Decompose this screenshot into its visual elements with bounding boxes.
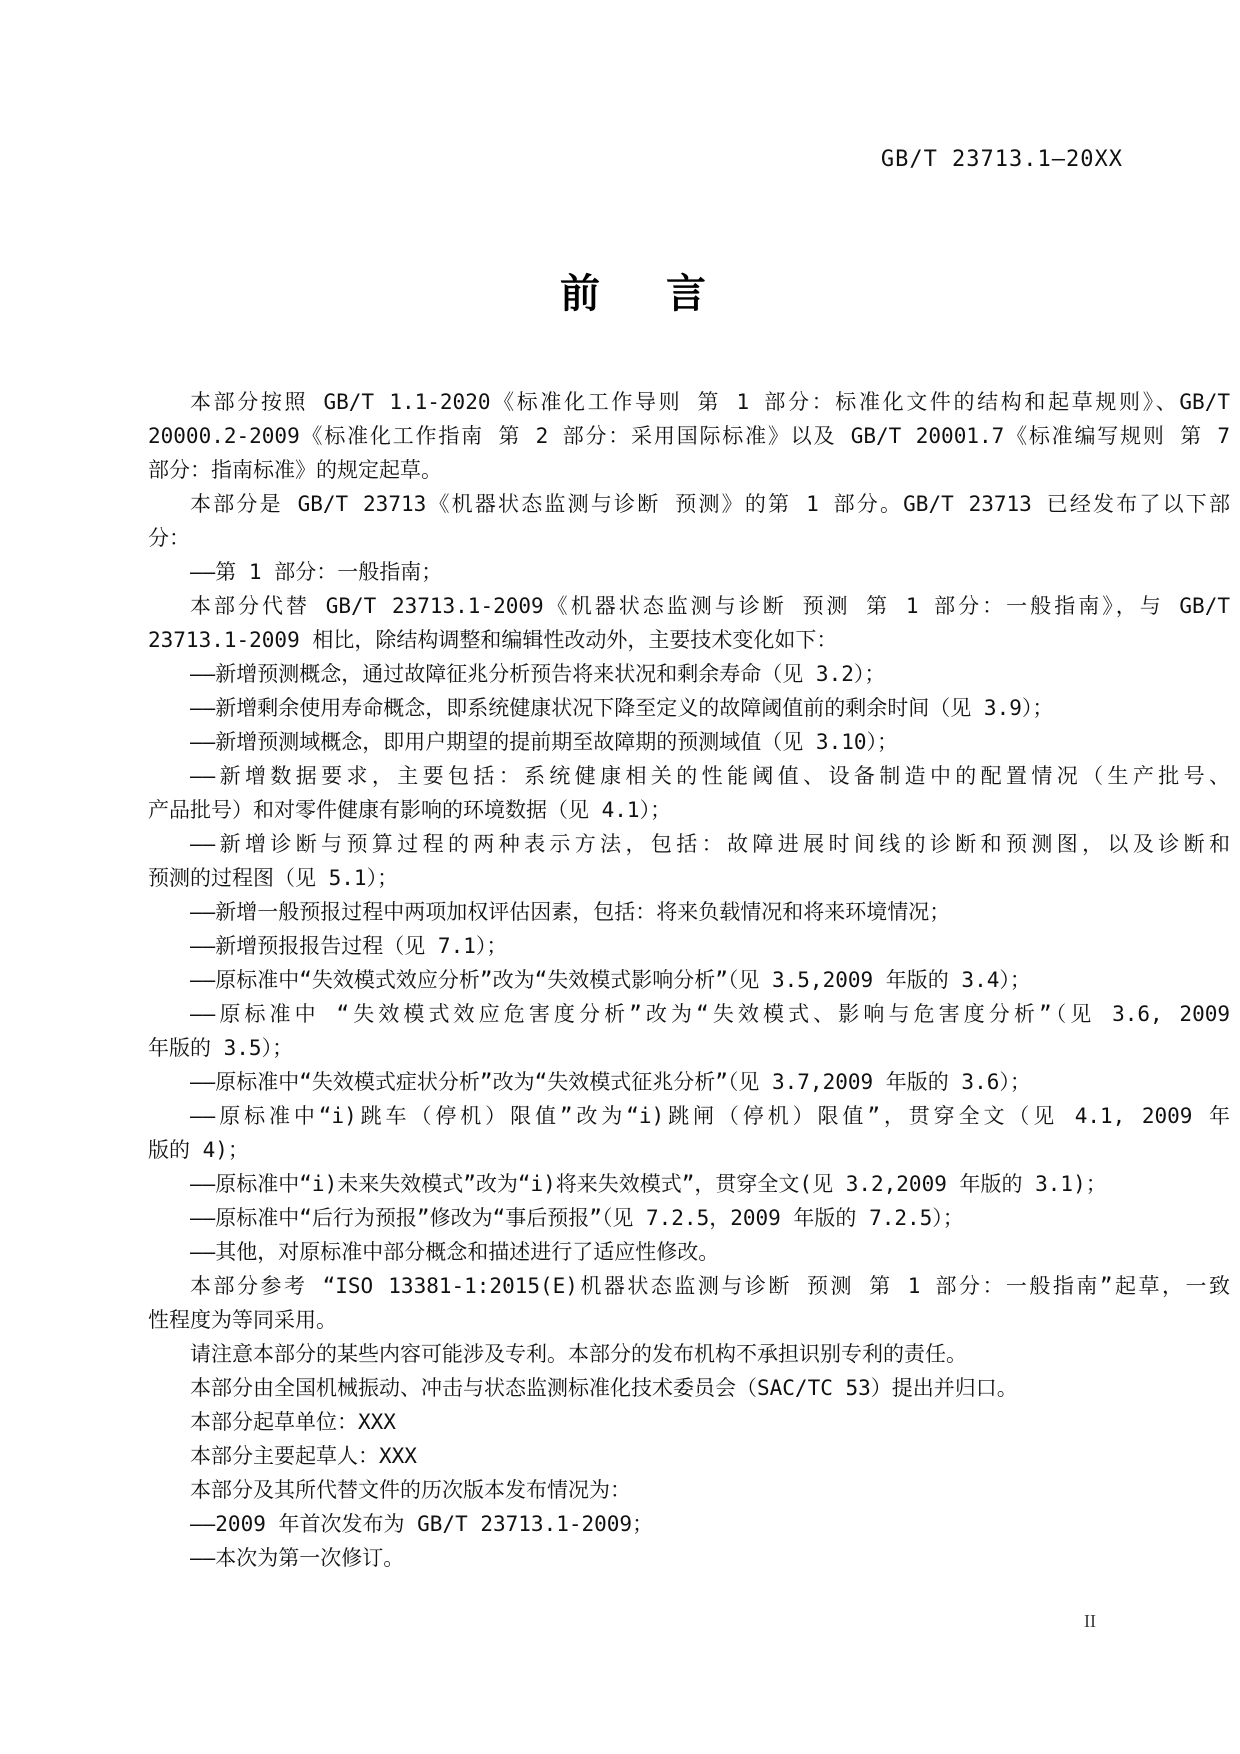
text-line: 部分：指南标准》的规定起草。 xyxy=(148,458,442,482)
text-line: 年版的 3.5）； xyxy=(148,1036,294,1060)
foreword-title-char-right: 言 xyxy=(666,271,706,317)
text-line: 请注意本部分的某些内容可能涉及专利。本部分的发布机构不承担识别专利的责任。 xyxy=(190,1342,967,1366)
text-line: ——原标准中“后行为预报”修改为“事后预报”（见 7.2.5，2009 年版的 7.2.5）； xyxy=(190,1206,964,1230)
standard-number-header: GB/T 23713.1—20XX xyxy=(880,147,1123,172)
text-line: ——新增一般预报过程中两项加权评估因素，包括：将来负载情况和将来环境情况； xyxy=(190,900,951,924)
text-line: 23713.1-2009 相比，除结构调整和编辑性改动外，主要技术变化如下： xyxy=(148,628,838,652)
text-line: ——本次为第一次修订。 xyxy=(190,1546,405,1570)
foreword-title-char-left: 前 xyxy=(560,271,600,317)
text-line: ——新增预测域概念，即用户期望的提前期至故障期的预测域值（见 3.10）； xyxy=(190,730,898,754)
text-line: 本部分主要起草人：XXX xyxy=(190,1444,417,1468)
text-line: ——原标准中“i)未来失效模式”改为“i)将来失效模式”，贯穿全文(见 3.2,2009 年版的 3.1)； xyxy=(190,1172,1107,1196)
text-line: 本部分代替 GB/T 23713.1-2009《机器状态监测与诊断 预测 第 1 部分：一般指南》，与 GB/T xyxy=(190,594,1230,618)
text-line: 版的 4)； xyxy=(148,1138,249,1162)
text-line: 产品批号）和对零件健康有影响的环境数据（见 4.1）； xyxy=(148,798,672,822)
text-line: 本部分按照 GB/T 1.1-2020《标准化工作导则 第 1 部分：标准化文件的结构和起草规则》、GB/T xyxy=(190,390,1230,414)
text-line: 20000.2-2009《标准化工作指南 第 2 部分：采用国际标准》以及 GB/T 20001.7《标准编写规则 第 7 xyxy=(148,424,1230,448)
text-line: ——2009 年首次发布为 GB/T 23713.1-2009； xyxy=(190,1512,654,1536)
text-line: ——原标准中 “失效模式效应危害度分析”改为“失效模式、影响与危害度分析”（见 3.6, 2009 xyxy=(190,1002,1230,1026)
text-line: 性程度为等同采用。 xyxy=(148,1308,337,1332)
text-line: ——新增剩余使用寿命概念，即系统健康状况下降至定义的故障阈值前的剩余时间（见 3.9）； xyxy=(190,696,1054,720)
text-line: ——原标准中“失效模式症状分析”改为“失效模式征兆分析”（见 3.7,2009 年版的 3.6）； xyxy=(190,1070,1031,1094)
text-line: 本部分参考 “ISO 13381-1:2015(E)机器状态监测与诊断 预测 第 1 部分：一般指南”起草，一致 xyxy=(190,1274,1230,1298)
text-line: ——新增数据要求，主要包括：系统健康相关的性能阈值、设备制造中的配置情况（生产批号、 xyxy=(190,764,1230,788)
text-line: ——其他，对原标准中部分概念和描述进行了适应性修改。 xyxy=(190,1240,720,1264)
text-line: 本部分起草单位：XXX xyxy=(190,1410,396,1434)
text-line: 分： xyxy=(148,526,190,550)
text-line: 本部分及其所代替文件的历次版本发布情况为： xyxy=(190,1478,631,1502)
text-line: 本部分是 GB/T 23713《机器状态监测与诊断 预测》的第 1 部分。GB/T 23713 已经发布了以下部 xyxy=(190,492,1230,516)
text-line: ——新增诊断与预算过程的两种表示方法，包括：故障进展时间线的诊断和预测图，以及诊断和 xyxy=(190,832,1230,856)
text-line: ——新增预测概念，通过故障征兆分析预告将来状况和剩余寿命（见 3.2）； xyxy=(190,662,886,686)
page-number: II xyxy=(1084,1611,1096,1631)
text-line: 预测的过程图（见 5.1）； xyxy=(148,866,399,890)
text-line: 本部分由全国机械振动、冲击与状态监测标准化技术委员会（SAC/TC 53）提出并归口。 xyxy=(190,1376,1018,1400)
text-line: ——第 1 部分：一般指南； xyxy=(190,560,443,584)
text-line: ——新增预报报告过程（见 7.1）； xyxy=(190,934,508,958)
text-line: ——原标准中“失效模式效应分析”改为“失效模式影响分析”（见 3.5,2009 年版的 3.4）； xyxy=(190,968,1031,992)
text-line: ——原标准中“i)跳车（停机）限值”改为“i)跳闸（停机）限值”，贯穿全文（见 4.1, 2009 年 xyxy=(190,1104,1230,1128)
foreword-body xyxy=(148,385,1230,1575)
foreword-title xyxy=(0,270,1240,318)
